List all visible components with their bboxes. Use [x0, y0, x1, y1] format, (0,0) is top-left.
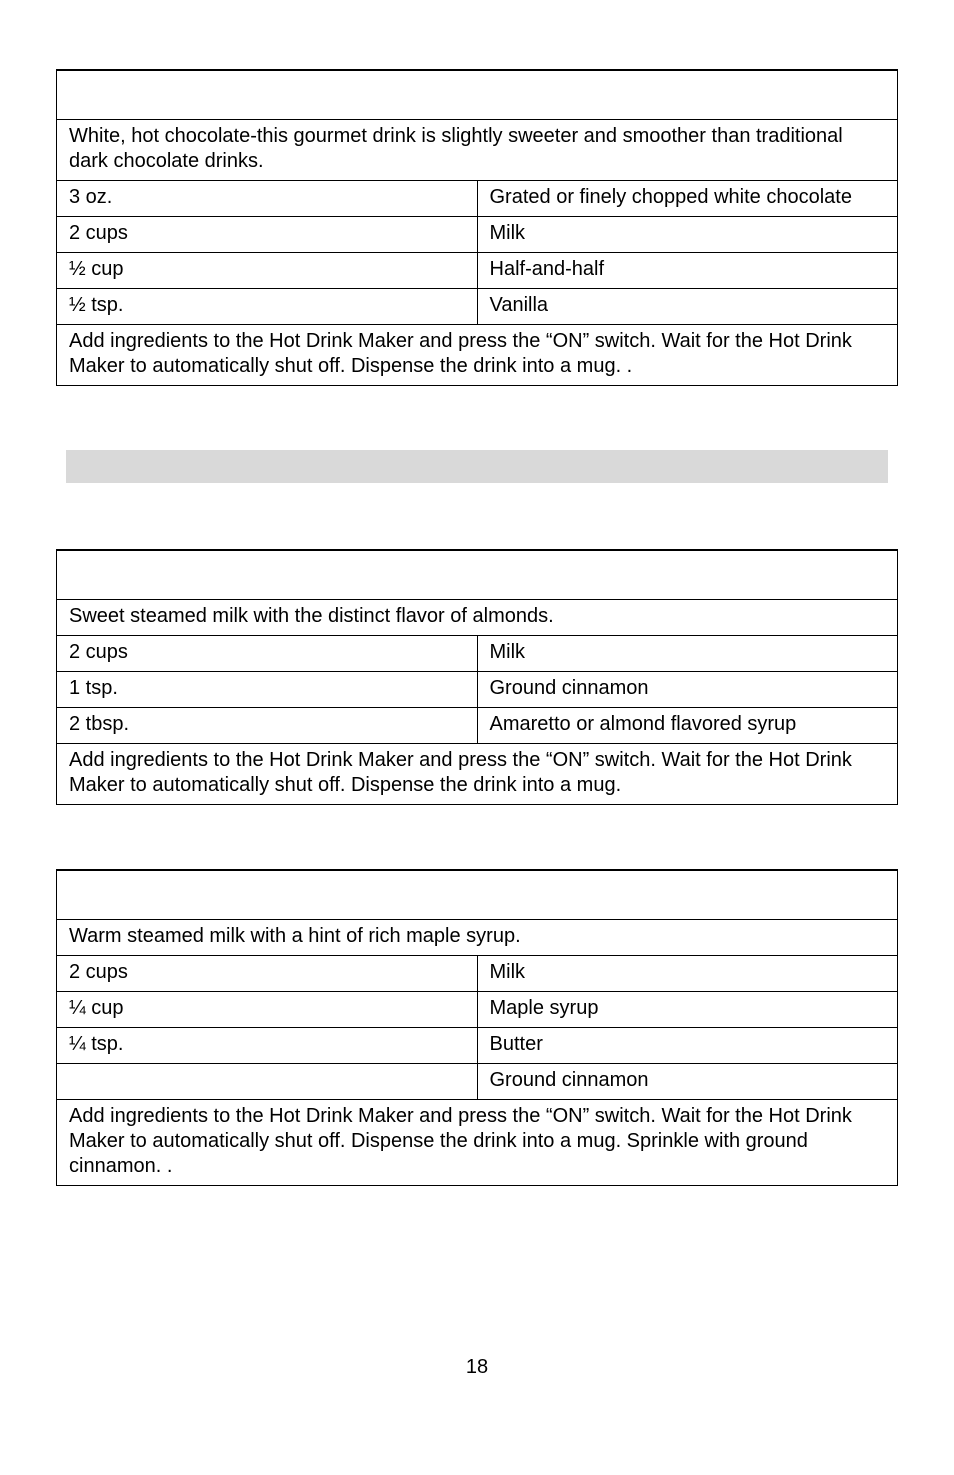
ingredient-quantity: 2 cups: [57, 956, 478, 992]
ingredient-name: Half-and-half: [477, 253, 898, 289]
ingredient-quantity: 3 oz.: [57, 181, 478, 217]
page-number: 18: [465, 1356, 489, 1378]
recipe-description: White, hot chocolate-this gourmet drink is slightly sweeter and smoother than traditional dark chocolate drinks.: [57, 120, 898, 181]
ingredient-quantity: ½ tsp.: [57, 289, 478, 325]
ingredient-name: Milk: [477, 636, 898, 672]
recipe-table-white-hot-chocolate: [56, 69, 898, 386]
ingredient-name: Vanilla: [477, 289, 898, 325]
ingredient-row: [57, 672, 898, 708]
ingredient-name: Maple syrup: [477, 992, 898, 1028]
recipe-table-almond-steamer: [56, 549, 898, 805]
ingredient-row: [57, 992, 898, 1028]
recipe-instructions: Add ingredients to the Hot Drink Maker and press the “ON” switch. Wait for the Hot Drink Maker to automatically shut off. Dispense the drink into a mug. Sprinkle with ground cinnamon. .: [57, 1100, 898, 1186]
recipe-description: Warm steamed milk with a hint of rich maple syrup.: [57, 920, 898, 956]
ingredient-quantity: [57, 1064, 478, 1100]
ingredient-row: [57, 636, 898, 672]
ingredient-row: [57, 708, 898, 744]
ingredient-row: [57, 1028, 898, 1064]
recipe-description: Sweet steamed milk with the distinct flavor of almonds.: [57, 600, 898, 636]
ingredient-quantity: 2 cups: [57, 217, 478, 253]
ingredient-row: [57, 217, 898, 253]
ingredient-row: [57, 253, 898, 289]
ingredient-quantity: ¼ cup: [57, 992, 478, 1028]
recipe-title: [57, 550, 898, 600]
ingredient-name: Milk: [477, 217, 898, 253]
ingredient-row: [57, 289, 898, 325]
recipe-table-maple-steamer: [56, 869, 898, 1186]
recipe-title: [57, 70, 898, 120]
ingredient-name: Butter: [477, 1028, 898, 1064]
ingredient-row: [57, 956, 898, 992]
recipe-instructions: Add ingredients to the Hot Drink Maker and press the “ON” switch. Wait for the Hot Drink Maker to automatically shut off. Dispense the drink into a mug. .: [57, 325, 898, 386]
ingredient-row: [57, 1064, 898, 1100]
recipe-title: [57, 870, 898, 920]
ingredient-quantity: 1 tsp.: [57, 672, 478, 708]
ingredient-name: Ground cinnamon: [477, 672, 898, 708]
ingredient-name: Ground cinnamon: [477, 1064, 898, 1100]
ingredient-row: [57, 181, 898, 217]
ingredient-name: Grated or finely chopped white chocolate: [477, 181, 898, 217]
recipe-instructions: Add ingredients to the Hot Drink Maker and press the “ON” switch. Wait for the Hot Drink Maker to automatically shut off. Dispense the drink into a mug.: [57, 744, 898, 805]
ingredient-quantity: 2 cups: [57, 636, 478, 672]
ingredient-quantity: 2 tbsp.: [57, 708, 478, 744]
ingredient-quantity: ¼ tsp.: [57, 1028, 478, 1064]
section-header-bar: [66, 450, 888, 483]
ingredient-quantity: ½ cup: [57, 253, 478, 289]
ingredient-name: Milk: [477, 956, 898, 992]
ingredient-name: Amaretto or almond flavored syrup: [477, 708, 898, 744]
